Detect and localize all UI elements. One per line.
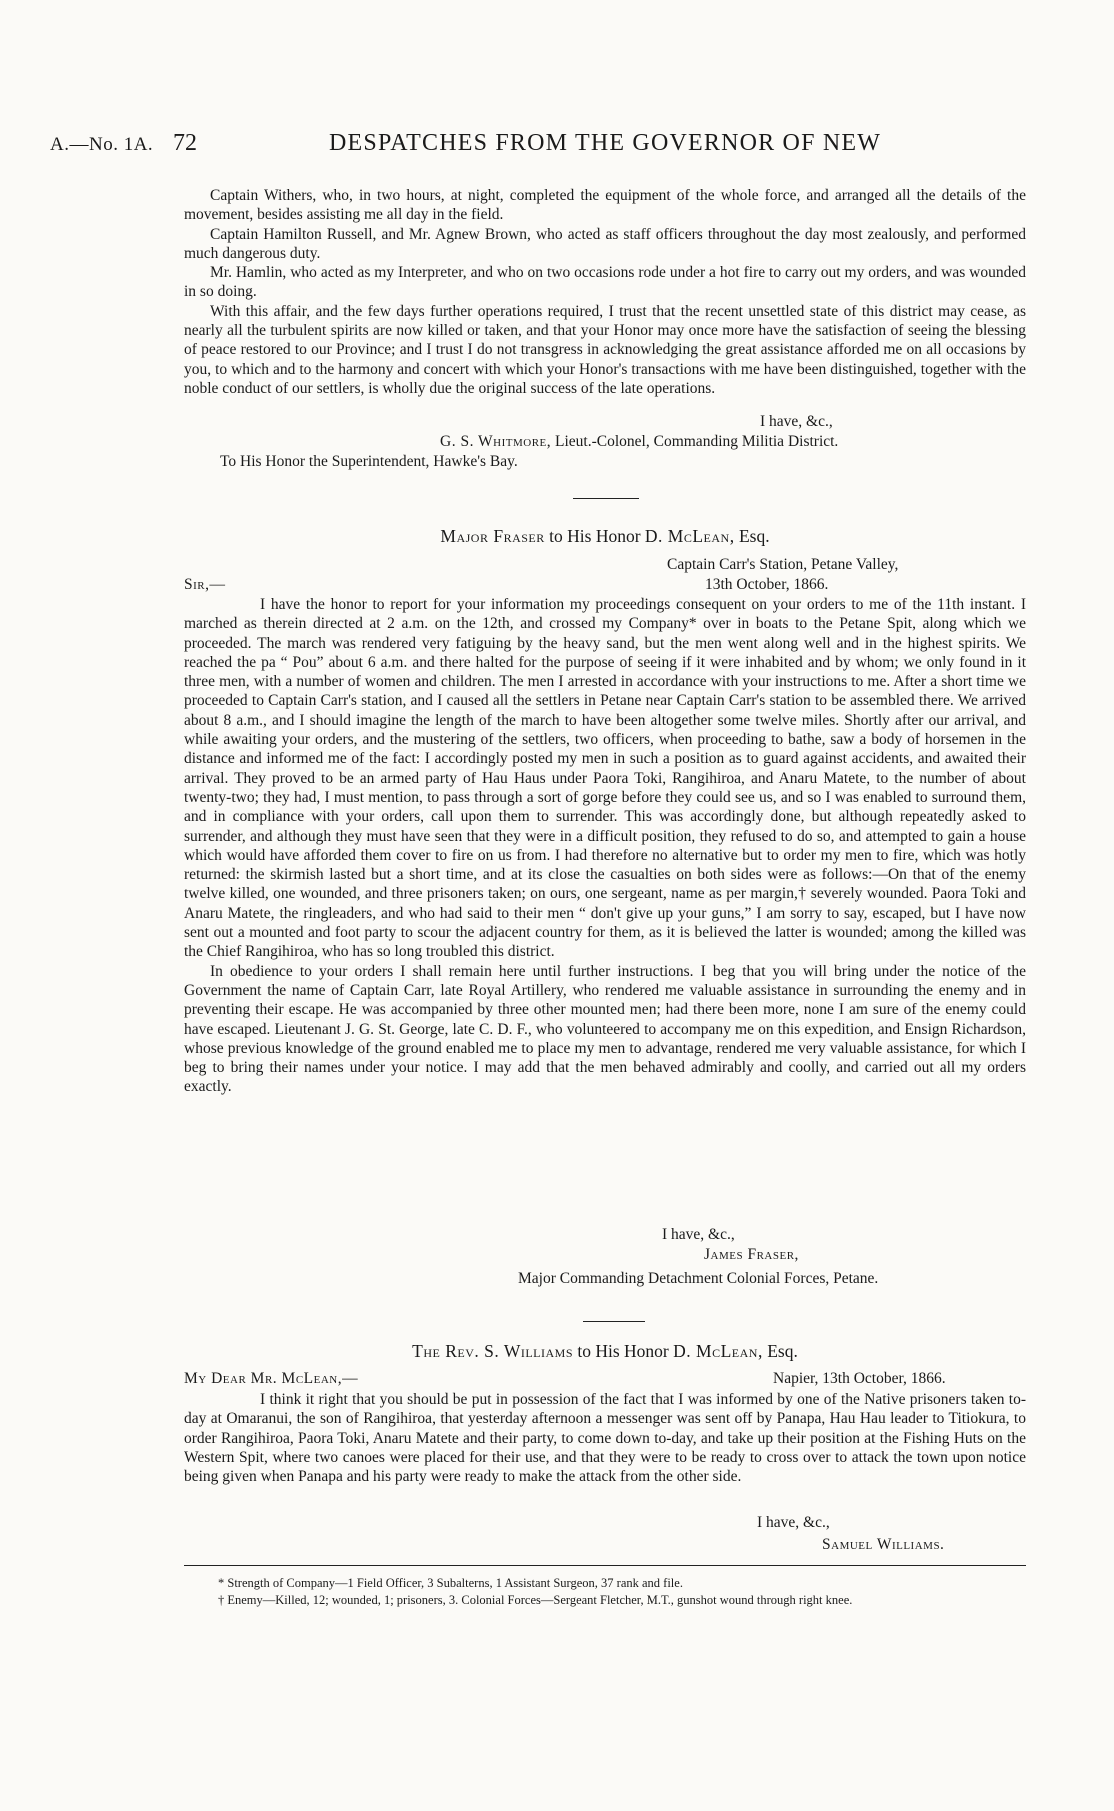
letter-date: 13th October, 1866.: [705, 576, 829, 593]
signature-title: Lieut.-Colonel, Commanding Militia District.: [555, 433, 839, 450]
letter-continuation: [184, 186, 1026, 398]
paragraph: Captain Withers, who, in two hours, at night, completed the equipment of the whole force, and arranged all the details of the movement, besides assisting me all day in the field.: [184, 187, 1026, 224]
paragraph: Captain Hamilton Russell, and Mr. Agnew Brown, who acted as staff officers throughout the day most zealously, and performed much dangerous duty.: [184, 225, 1026, 262]
signature-name: G. S. Whitmore,: [440, 433, 552, 450]
closing: I have, &c.,: [757, 1514, 830, 1531]
signature-name: James Fraser,: [704, 1246, 799, 1263]
paragraph: I think it right that you should be put in possession of the fact that I was informed by one of the Native prisoners taken to-day at Omaranui, the son of Rangihiroa, that yesterday afternoon a messenger was sent off by Panapa, Hau Hau leader to Titiokura, to order Rangihiroa, Paora Toki, Anaru Matete and their party, to come down to-day, and take up their position at the Fishing Huts on the Western Spit, where two canoes were placed for their use, and that they were to be ready to cross over to attack the town upon notice being given when Panapa and his party were ready to make the attack from the other side.: [184, 1391, 1026, 1486]
letter-heading: The Rev. S. Williams to His Honor D. McLean, Esq.: [412, 1341, 798, 1361]
footnote-rule: [184, 1565, 1026, 1566]
letter-place: Captain Carr's Station, Petane Valley,: [667, 556, 899, 573]
salutation: My Dear Mr. McLean,—: [184, 1370, 359, 1387]
closing: I have, &c.,: [760, 413, 833, 430]
letter-place-date: Napier, 13th October, 1866.: [773, 1370, 946, 1387]
signature-name: Samuel Williams.: [822, 1536, 945, 1553]
page-header: [50, 130, 1050, 160]
addressee: To His Honor the Superintendent, Hawke's Bay.: [220, 453, 518, 470]
footnote: * Strength of Company—1 Field Officer, 3 Subalterns, 1 Assistant Surgeon, 37 rank and file.: [218, 1576, 683, 1590]
salutation: Sir,—: [184, 576, 226, 593]
letter-heading: Major Fraser to His Honor D. McLean, Esq.: [440, 526, 770, 546]
paragraph: Mr. Hamlin, who acted as my Interpreter, and who on two occasions rode under a hot fire to carry out my orders, and was wounded in so doing.: [184, 264, 1026, 301]
footnote: † Enemy—Killed, 12; wounded, 1; prisoners, 3. Colonial Forces—Sergeant Fletcher, M.T., gunshot wound through right knee.: [218, 1592, 853, 1607]
signature: [440, 433, 838, 451]
signature-title: Major Commanding Detachment Colonial Forces, Petane.: [518, 1270, 879, 1287]
paragraph: With this affair, and the few days further operations required, I trust that the recent unsettled state of this district may cease, as nearly all the turbulent spirits are now killed or taken, and that your Honor may once more have the satisfaction of seeing the blessing of peace restored to our Province; and I trust I do not transgress in acknowledging the great assistance afforded me on all occasions by you, to which and to the harmony and concert with which your Honor's transactions with me have been distinguished, together with the noble conduct of our settlers, is wholly due the original success of the late operations.: [184, 302, 1026, 397]
paper-reference: A.—No. 1A.: [50, 134, 154, 155]
letter-body: [184, 1390, 1026, 1486]
letter-body: [184, 595, 1026, 1097]
paragraph: In obedience to your orders I shall remain here until further instructions. I beg that you will bring under the notice of the Government the name of Captain Carr, late Royal Artillery, who rendered me valuable assistance in surrounding the enemy and in preventing their escape. He was accompanied by three other mounted men; had there been more, none I am sure of the enemy could have escaped. Lieutenant J. G. St. George, late C. D. F., who volunteered to accompany me on this expedition, and Ensign Richardson, whose previous knowledge of the ground enabled me to place my men to advantage, rendered me very valuable assistance, for which I beg to bring their names under your notice. I may add that the men behaved admirably and coolly, and carried out all my orders exactly.: [184, 962, 1026, 1096]
paragraph: I have the honor to report for your information my proceedings consequent on your orders to me of the 11th instant. I marched as therein directed at 2 a.m. on the 12th, and crossed my Company* over in boats to the Petane Spit, along which we proceeded. The march was rendered very fatiguing by the heavy sand, but the men went along well and in the highest spirits. We reached the pa “ Pou” about 6 a.m. and there halted for the purpose of seeing if it were inhabited and by whom; we only found in it three men, with a number of women and children. The men I arrested in accordance with your instructions to me. After a short time we proceeded to Captain Carr's station, and I caused all the settlers in Petane near Captain Carr's station to be assembled there. We arrived about 8 a.m., and I should imagine the length of the march to have been altogether some twelve miles. Shortly after our arrival, and while awaiting your orders, and the mustering of the settlers, two officers, when proceeding to bathe, saw a body of horsemen in the distance and informed me of the fact: I accordingly posted my men in such a position as to guard against accidents, and awaited their arrival. They proved to be an armed party of Hau Haus under Paora Toki, Rangihiroa, and Anaru Matete, to the number of about twenty-two; they had, I must mention, to pass through a sort of gorge before they could see us, and so I was enabled to surround them, and in compliance with your orders, call upon them to surrender. This was accordingly done, but although repeatedly asked to surrender, and although they must have seen that they were in a difficult position, they refused to do so, and attempted to gain a house which would have afforded them cover to fire on us from. I had therefore no alternative but to order my men to fire, which was hotly returned: the skirmish lasted but a short time, and at its close the casualties on both sides were as follows:—On that of the enemy twelve killed, one wounded, and three prisoners taken; on ours, one sergeant, name as per margin,† severely wounded. Paora Toki and Anaru Matete, the ringleaders, and who had said to their men “ don't give up your guns,” I am sorry to say, escaped, but I have now sent out a mounted and foot party to scour the adjacent country for them, as it is believed the latter is wounded; among the killed was the Chief Rangihiroa, who has so long troubled this district.: [184, 596, 1026, 961]
running-title: DESPATCHES FROM THE GOVERNOR OF NEW: [329, 130, 882, 156]
footnotes: [184, 1575, 1026, 1608]
page-number: 72: [173, 130, 197, 156]
section-rule: [583, 1321, 645, 1322]
closing: I have, &c.,: [662, 1226, 735, 1243]
section-rule: [573, 498, 639, 499]
